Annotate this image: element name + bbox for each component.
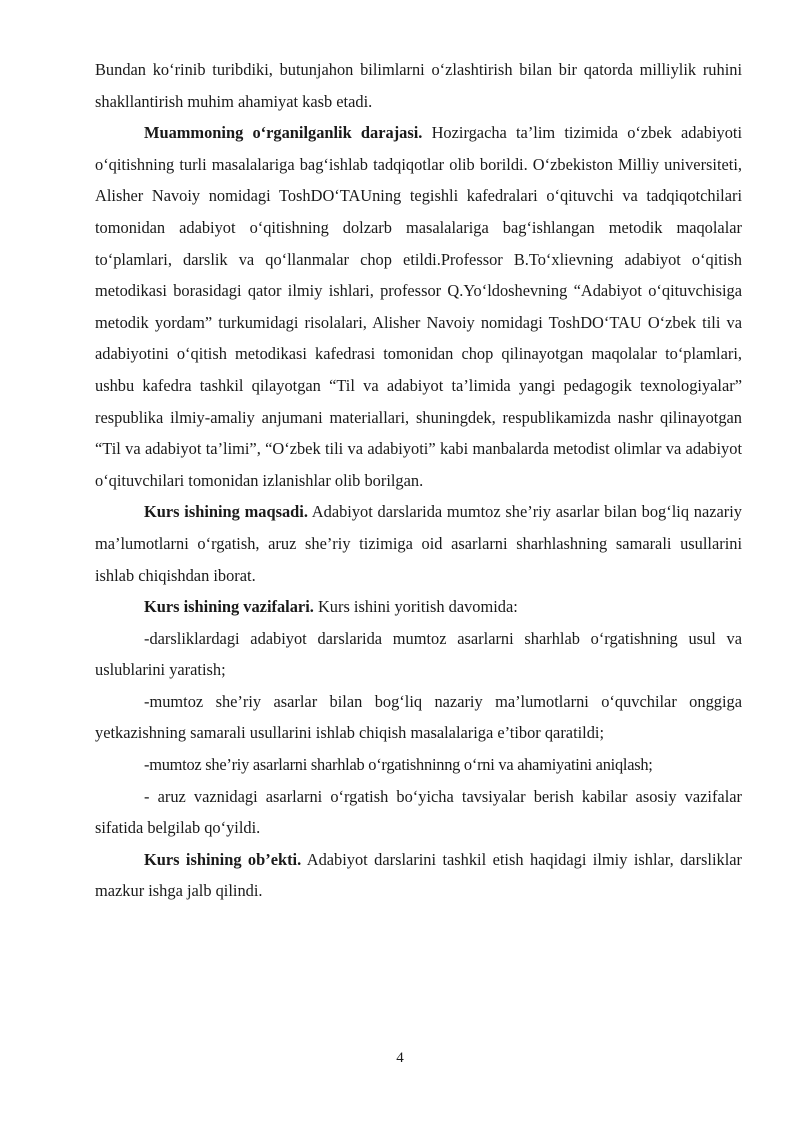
paragraph-text: Kurs ishini yoritish davomida: [313, 597, 518, 617]
paragraph-heading: Muammoning o‘rganilganlik darajasi. [144, 123, 423, 143]
task-item [95, 686, 742, 749]
page-number: 4 [396, 1050, 404, 1066]
paragraph-heading: Kurs ishining vazifalari. [144, 597, 314, 617]
paragraph-text: Bundan ko‘rinib turibdiki, butunjahon bilimlarni o‘zlashtirish bilan bir qatorda milliylik ruhini shakllantirish muhim ahamiyat kasb etadi. [95, 60, 742, 111]
paragraph-text: Hozirgacha ta’lim tizimida o‘zbek adabiyoti o‘qitishning turli masalalariga bag‘ishlab tadqiqotlar olib borildi. O‘zbekiston Milliy universiteti, Alisher Navoiy nomidagi ToshDO‘TAUning tegishli kafedralari o‘qituvchi va tadqiqotchilari tomonidan adabiyot o‘qitishning dolzarb masalalariga bag‘ishlangan metodik maqolalar to‘plamlari, darslik va qo‘llanmalar chop etildi.Professor B.To‘xlievning adabiyot o‘qitish metodikasi borasidagi qator ilmiy ishlari, professor Q.Yo‘ldoshevning “Adabiyot o‘qituvchisiga metodik yordam” turkumidagi risolalari, Alisher Navoiy nomidagi ToshDO‘TAU O‘zbek tili va adabiyotini o‘qitish metodikasi kafedrasi tomonidan chop qilinayotgan maqolalar to‘plamlari, ushbu kafedra tashkil qilayotgan “Til va adabiyot ta’limida yangi pedagogik texnologiyalar” respublika ilmiy-amaliy anjumani materiallari, shuningdek, respublikamizda nashr qilinayotgan “Til va adabiyot ta’limi”, “O‘zbek tili va adabiyoti” kabi manbalarda metodist olimlar va adabiyot o‘qituvchilari tomonidan izlanishlar olib borilgan. [95, 123, 743, 490]
paragraph-object [95, 844, 742, 907]
paragraph-research-status [95, 117, 742, 496]
task-text: -mumtoz she’riy asarlarni sharhlab o‘rgatishninng o‘rni va ahamiyatini aniqlash; [144, 755, 653, 775]
paragraph-intro [95, 54, 742, 117]
document-body [95, 54, 742, 907]
paragraph-tasks [95, 591, 742, 623]
paragraph-purpose [95, 496, 742, 591]
paragraph-text: Adabiyot darslarini tashkil etish haqidagi ilmiy ishlar, darsliklar mazkur ishga jalb qilindi. [95, 849, 743, 901]
task-text: -mumtoz she’riy asarlar bilan bog‘liq nazariy ma’lumotlarni o‘quvchilar onggiga yetkazishning samarali usullarini ishlab chiqish masalalariga e’tibor qaratildi; [95, 691, 742, 743]
task-item [95, 781, 742, 844]
task-item [95, 749, 742, 781]
task-item [95, 623, 742, 686]
paragraph-heading: Kurs ishining ob’ekti. [144, 849, 302, 869]
task-text: - aruz vaznidagi asarlarni o‘rgatish bo‘yicha tavsiyalar berish kabilar asosiy vazifalar sifatida belgilab qo‘yildi. [95, 786, 742, 838]
task-text: -darsliklardagi adabiyot darslarida mumtoz asarlarni sharhlab o‘rgatishning usul va uslublarini yaratish; [95, 628, 742, 680]
paragraph-heading: Kurs ishining maqsadi. [144, 502, 308, 522]
paragraph-text: Adabiyot darslarida mumtoz she’riy asarlar bilan bog‘liq nazariy ma’lumotlarni o‘rgatish, aruz she’riy tizimiga oid asarlarni sharhlashning samarali usullarini ishlab chiqishdan iborat. [95, 502, 742, 585]
